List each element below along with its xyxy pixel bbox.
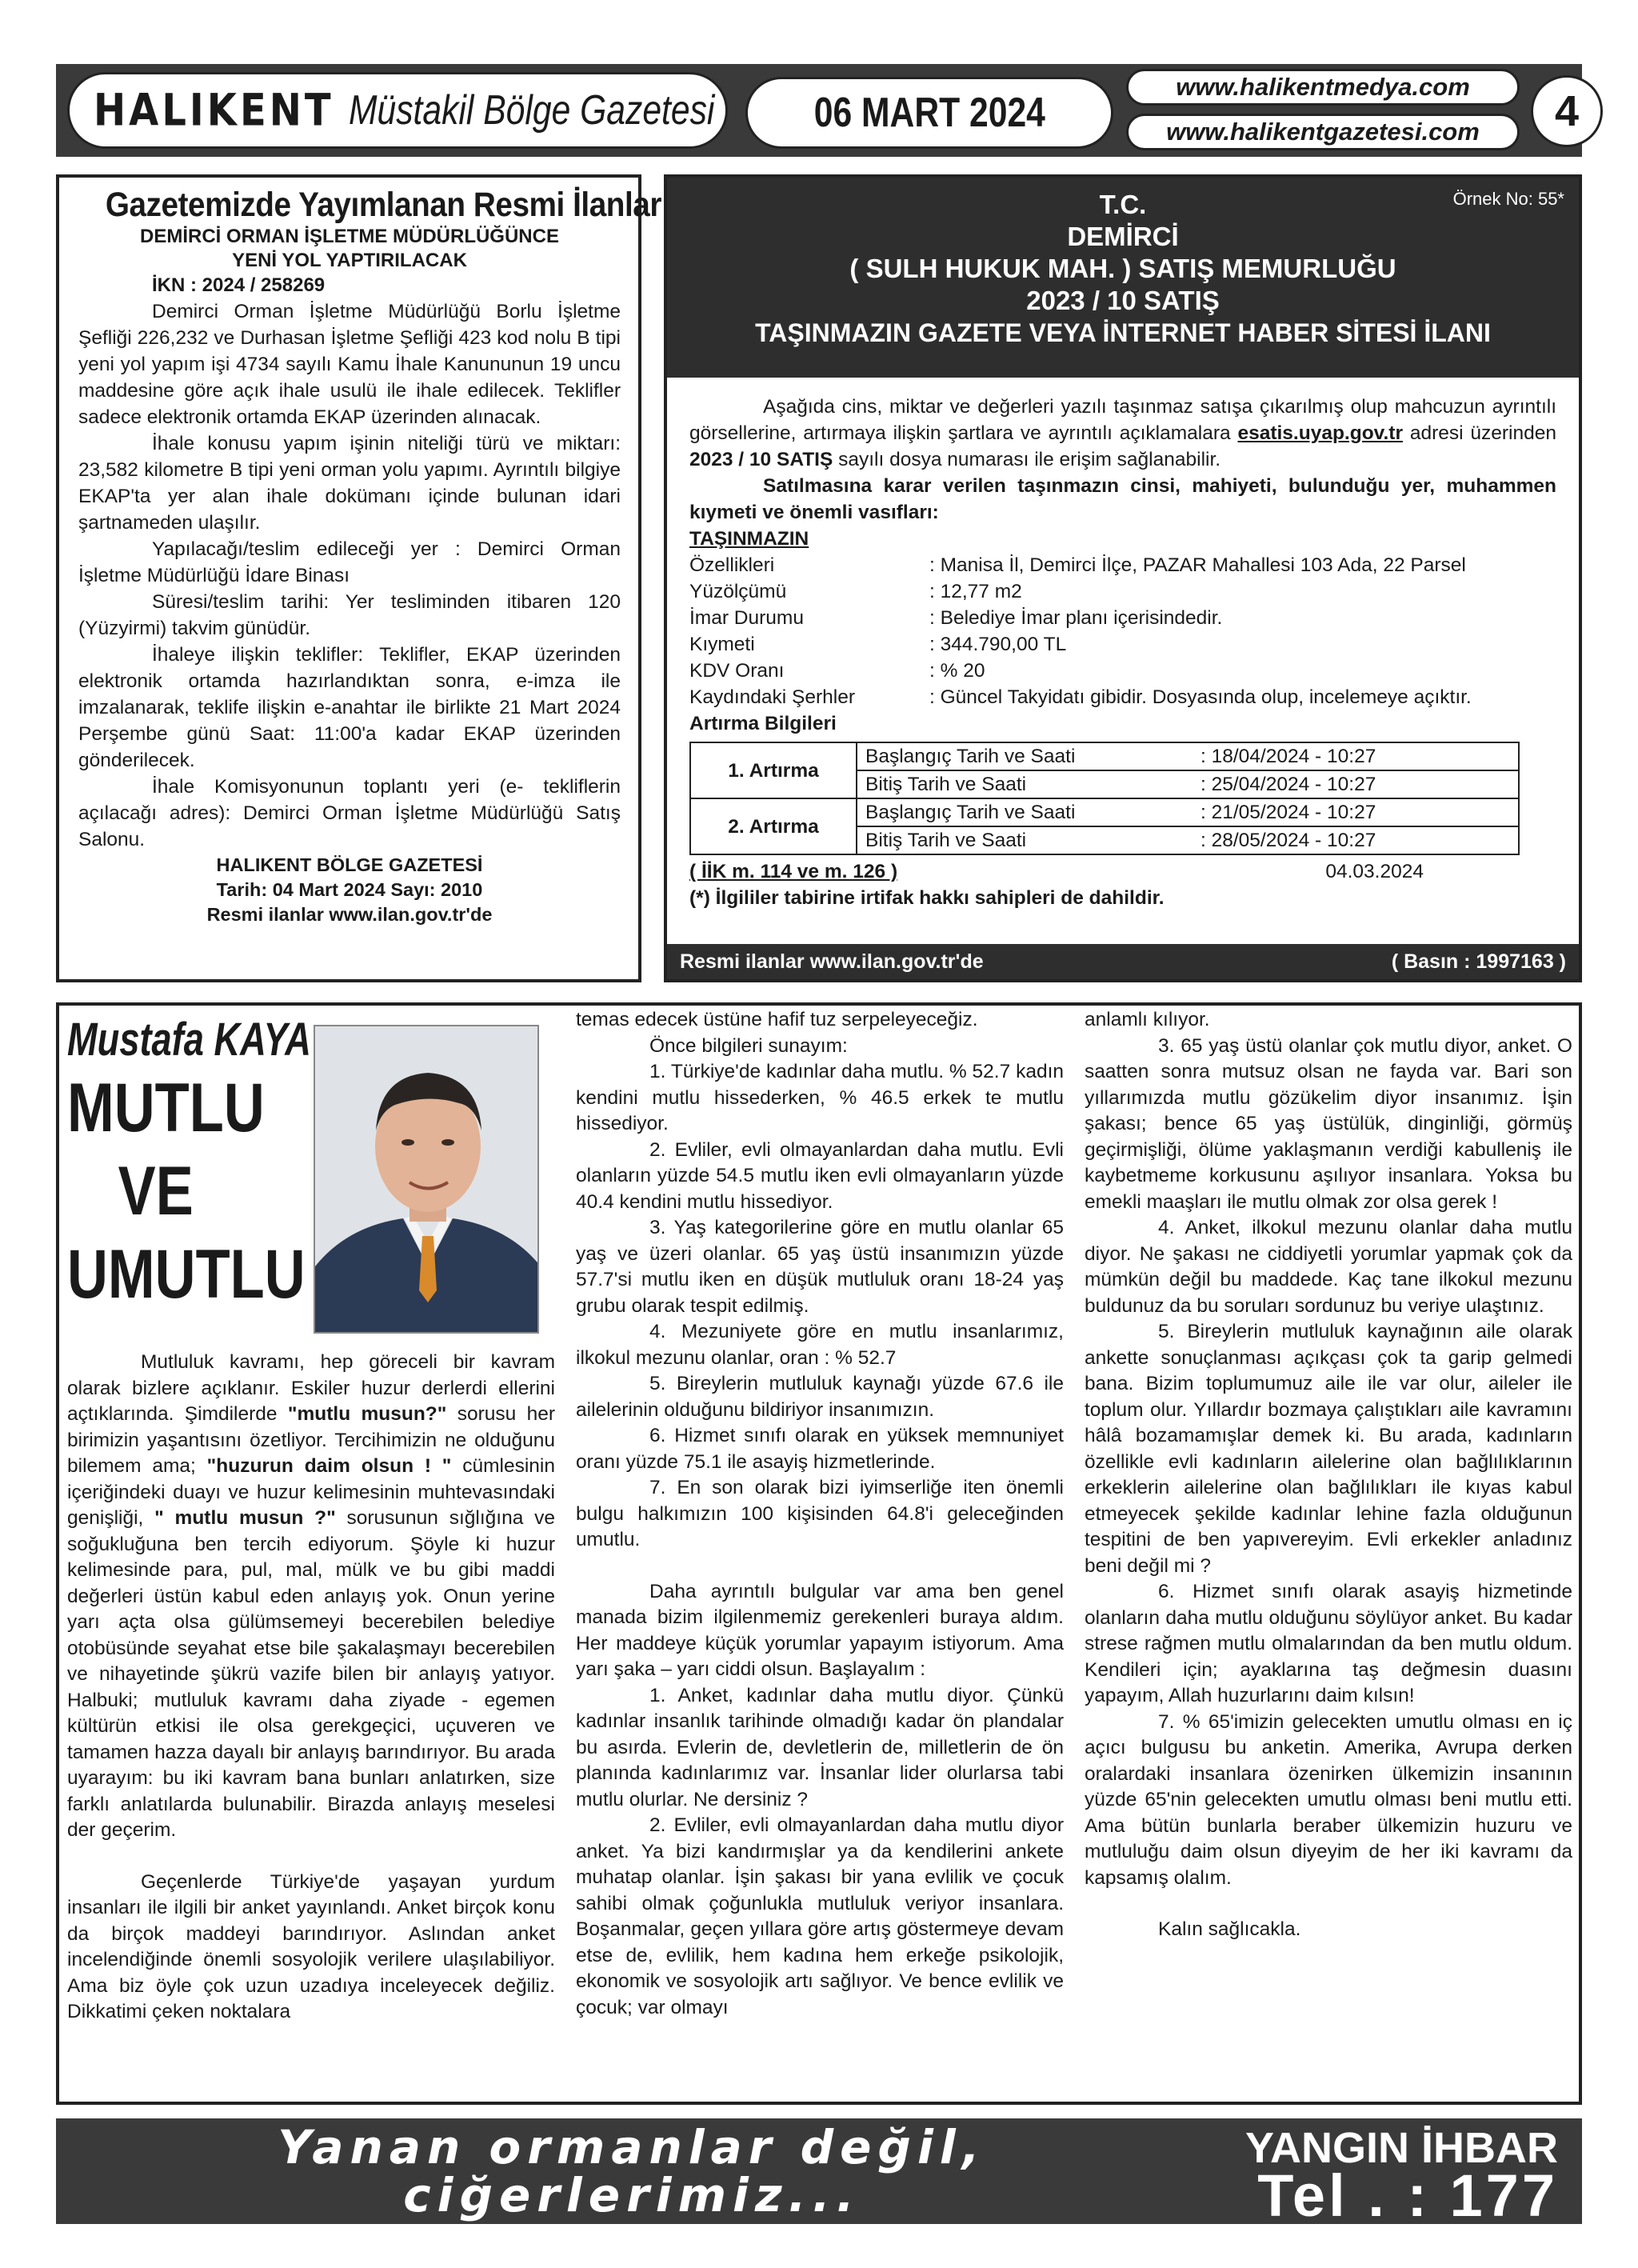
- article-paragraph: 5. Bireylerin mutluluk kaynağının aile olarak ankette sonuçlanması açıkçası çok ta garip gelmedi bana. Bizim toplumumuz aile ile var olur, aileler ile toplum olur. Yıllardır bozmaya çalıştıkları aile kavramını hâlâ bozamamışlar demek ki. Bu arada, kadınların özellikle evli kadınların ailelerine olan bağlılıklarının erkeklerin ailelerine olan bağlılıkları ile kıyas kabul etmeyecek şekilde kadınlar lehine fazla olduğunun tespitini de ben yapıvereyim. Evli erkekler anladınız beni değil mi ?: [1085, 1321, 1572, 1577]
- article-quote: " mutlu musun ?": [154, 1507, 336, 1529]
- notice-paragraph: İhale Komisyonunun toplantı yeri (e- tekliflerin açılacağı adres): Demirci Orman İşletme Müdürlüğü Satış Salonu.: [78, 776, 621, 850]
- brand-pill: [67, 72, 728, 149]
- table-row: [690, 742, 1519, 770]
- headline-line: VE: [118, 1153, 194, 1230]
- author-name: Mustafa KAYA: [67, 1014, 311, 1066]
- article-paragraph: 6. Hizmet sınıfı olarak asayiş hizmetinde olanların daha mutlu olduğunu söylüyor anket. Bu kadar strese rağmen mutlu olmalarından da ben mutlu oldum. Kendileri için; ayaklarına taş değmesin duasını yapayım, Allah huzurlarını daim kılsın!: [1085, 1581, 1572, 1706]
- sale-footer: [667, 944, 1579, 979]
- brand-name: HALIKENT: [94, 84, 334, 137]
- auction-heading: Artırma Bilgileri: [689, 713, 837, 734]
- article-paragraph: [67, 1350, 555, 1844]
- property-heading: TAŞINMAZIN: [689, 528, 809, 550]
- article-column-1: [67, 1350, 555, 2026]
- property-value: : 344.790,00 TL: [929, 634, 1067, 655]
- notice-paragraph: Süresi/teslim tarihi: Yer tesliminden itibaren 120 (Yüzyirmi) takvim günüdür.: [78, 591, 621, 639]
- article-column-2: [576, 1007, 1064, 2021]
- article-paragraph: anlamlı kılıyor.: [1085, 1009, 1210, 1030]
- article-paragraph: 1. Anket, kadınlar daha mutlu diyor. Çünkü kadınlar insanlık tarihinde olmadığı kadar ön plandalar bu asırda. Evlerin de, devletlerin de, milletlerin de ön planında kadınlarımız var. İnsanlar lider olurlarsa tabi mutlu olurlar. Ne dersiniz ?: [576, 1684, 1064, 1810]
- article-text: sorusu her birimizin yaşantısını özetliyor. Tercihimizin ne olduğunu bilemem ama;: [67, 1403, 555, 1477]
- sale-header-line: ( SULH HUKUK MAH. ) SATIŞ MEMURLUĞU: [849, 254, 1396, 283]
- fire-phone-number[interactable]: Tel . : 177: [1257, 2162, 1558, 2229]
- notice-paragraph: İhale konusu yapım işinin niteliği türü ve miktarı: 23,582 kilometre B tipi yeni orman yolu yapımı. Ayrıntılı bilgiye EKAP'ta yer alan ihale dokümanı içinde bulunan idari şartnameden ulaşılır.: [78, 433, 621, 534]
- sale-header-line: T.C.: [1099, 190, 1147, 219]
- sale-header: [667, 178, 1579, 378]
- article-column-3: [1085, 1007, 1572, 1943]
- property-key: KDV Oranı: [689, 660, 785, 682]
- sale-header-line: DEMİRCİ: [1067, 222, 1179, 251]
- property-key: Özellikleri: [689, 554, 775, 576]
- notice-footer-date: Tarih: 04 Mart 2024 Sayı: 2010: [216, 879, 483, 900]
- article-paragraph: 3. Yaş kategorilerine göre en mutlu olanlar 65 yaş ve üzeri olanlar. 65 yaş üstü insanımızın yüzde 57.7'si mutlu iken en düşük mutluluk oranı 18-24 yaş grubu olarak tespit edilmiş.: [576, 1217, 1064, 1317]
- sale-body: [667, 378, 1579, 911]
- article-paragraph: 3. 65 yaş üstü olanlar çok mutlu diyor, anket. O saatten sonra mutsuz olsan ne fayda var. Bari son yıllarımızda mutlu gözükelim diyor insanımız. İşin şakası; bence 65 yaş üstülük, dinginliği, görmüş geçirmişliği, ölüme yaklaşmanın verdiği kabulleniş ile kaybetmeme korkusunu aşılıyor insanlara. Yoksa bu emekli maaşları ile mutlu olmak zor olsa gerek !: [1085, 1034, 1572, 1213]
- fire-warning-banner: [56, 2118, 1582, 2229]
- article-headline: [67, 1066, 306, 1316]
- auction-table: [689, 742, 1520, 855]
- property-sale-notice: [664, 174, 1582, 982]
- issue-date-pill: [745, 77, 1113, 149]
- article-paragraph: 5. Bireylerin mutluluk kaynağı yüzde 67.6 ile ailelerinin olduğunu bildiriyor insanımızın.: [576, 1373, 1064, 1421]
- auction-label: 2. Artırma: [690, 798, 857, 854]
- auction-label: 1. Artırma: [690, 742, 857, 798]
- sale-header-title: TAŞINMAZIN GAZETE VEYA İNTERNET HABER SİTESİ İLANI: [755, 318, 1491, 347]
- notice-heading: Gazetemizde Yayımlanan Resmi İlanlar: [105, 186, 661, 224]
- article-paragraph: 2. Evliler, evli olmayanlardan daha mutlu diyor anket. Ya bizi kandırmışlar ya da kendilerini ankete muhatap olanlar. İşin şakası bir yana evlilik ve çocuk sahibi olmak çoğunlukla mutluluk veriyor insanlara. Boşanmalar, geçen yıllara göre artış göstermeye devam etse de, evlilik, hem kadına hem erkeğe psikolojik, ekonomik ve sosyolojik artı sağlıyor. Ve bence evlilik ve çocuk; var olmayı: [576, 1814, 1064, 2018]
- property-value: : % 20: [929, 660, 985, 682]
- article-paragraph: 7. % 65'imizin gelecekten umutlu olması en iç açıcı bulgusu bu anketin. Amerika, Avrupa derken oralardaki insanlara özenirken ülkemizin insanının yüzde 65'nin gelecekten umutlu olması beni mutlu etti. Ama bütün bunlarla beraber ülkemizin huzuru ve mutluluğu daim olsun diyeyim de her iki kavramı da kapsamış olalım.: [1085, 1710, 1572, 1889]
- author-photo: [314, 1025, 539, 1334]
- property-value: : Güncel Takyidatı gibidir. Dosyasında olup, incelemeye açıktır.: [929, 686, 1472, 708]
- auction-key: Bitiş Tarih ve Saati: [857, 826, 1193, 854]
- article-paragraph: Önce bilgileri sunayım:: [649, 1034, 848, 1057]
- auction-key: Başlangıç Tarih ve Saati: [857, 798, 1193, 826]
- article-paragraph: temas edecek üstüne hafif tuz serpeleyeceğiz.: [576, 1009, 978, 1030]
- article-quote: "mutlu musun?": [287, 1403, 447, 1425]
- headline-line: UMUTLU: [67, 1236, 306, 1313]
- notice-paragraph: Demirci Orman İşletme Müdürlüğü Borlu İşletme Şefliği 226,232 ve Durhasan İşletme Şefliği 423 kod nolu B tipi yeni yol yapım işi 4734 sayılı Kamu İhale Kanununun 19 uncu maddesine göre açık ihale usulü ile ihale edilecek. Teklifler sadece elektronik ortamda EKAP üzerinden alınacak.: [78, 301, 621, 428]
- article-paragraph: 4. Anket, ilkokul mezunu olanlar daha mutlu diyor. Ne şakası ne ciddiyetli yorumlar yapmak çok da mümkün değil bu maddede. Kaç tane ilkokul mezunu buldunuz da bu soruları sordunuz bu veriye ulaştınız.: [1085, 1217, 1572, 1317]
- article-paragraph: 6. Hizmet sınıfı olarak en yüksek memnuniyet oranı yüzde 75.1 ile asayiş hizmetlerinde.: [576, 1425, 1064, 1473]
- auction-value: : 21/05/2024 - 10:27: [1193, 798, 1519, 826]
- press-number: ( Basın : 1997163 ): [1391, 950, 1566, 973]
- article-text: sorusunun sığlığına ve soğukluğuna ben tercih ediyorum. Şöyle ki huzur kelimesinde para, pul, mal, mülk ve bu gibi maddi değerleri üstün kabul eden anlayış yok. Onun yerine yarı açta olsa gülümsemeyi becerebilen belediye otobüsünde seyahat etse bile şakalaşmayı becerebilen ve nihayetinde şükrü vazife bilen bir anlayış yatıyor. Halbuki; mutluluk kavramı daha ziyade - egemen kültürün etkisi ile olsa gerekgeçici, uçuveren ve tamamen hazza dayalı bir anlayış barındırıyor. Bu arada uyarayım: bu iki kavram bana bunları anlatırken, size farklı anlatılarda bulunabilir. Birazda anlayış meselesi der geçerim.: [67, 1507, 556, 1841]
- sale-intro: [689, 394, 1556, 473]
- notice-subject: YENİ YOL YAPTIRILACAK: [232, 250, 467, 271]
- article-paragraph: Geçenlerde Türkiye'de yaşayan yurdum insanları ile ilgili bir anket yayınlandı. Anket birçok konu da birçok maddeyi barındırıyor. Aslından anket incelendiğinde önemli sosyolojik verilere ulaşılabiliyor. Ama biz öyle çok uzun uzadıya inceleyecek değiliz. Dikkatimi çeken noktalara: [67, 1870, 555, 2022]
- sale-header-line: 2023 / 10 SATIŞ: [1026, 286, 1220, 315]
- brand-subtitle: Müstakil Bölge Gazetesi: [348, 87, 715, 134]
- sale-intro-text: sayılı dosya numarası ile erişim sağlanabilir.: [833, 449, 1221, 470]
- website-url-1[interactable]: www.halikentmedya.com: [1126, 69, 1520, 106]
- property-key: İmar Durumu: [689, 607, 804, 629]
- article-text: Mutluluk kavramı, hep göreceli bir kavram olarak bizlere açıklanır. Eskiler huzur derlerdi ellerini açtıklarında. Şimdilerde: [67, 1351, 555, 1425]
- article-text: cümlesinin içeriğindeki duayı ve huzur kelimesinin muhtevasındaki genişliği,: [67, 1455, 555, 1529]
- property-key: Kıymeti: [689, 634, 755, 655]
- legal-reference: ( İİK m. 114 ve m. 126 ): [689, 861, 898, 882]
- sale-note: (*) İlgililer tabirine irtifak hakkı sahipleri de dahildir.: [689, 887, 1165, 909]
- article-quote: "huzurun daim olsun ! ": [206, 1455, 452, 1477]
- official-notice-box: [56, 174, 661, 982]
- slogan-line: Yanan ormanlar değil,: [278, 2120, 986, 2174]
- property-value: : Belediye İmar planı içerisindedir.: [929, 607, 1223, 629]
- notice-footer-link: Resmi ilanlar www.ilan.gov.tr'de: [206, 904, 493, 925]
- column-article: [56, 1002, 1582, 2105]
- article-paragraph: 7. En son olarak bizi iyimserliğe iten önemli bulgu halkımızın 100 kişisinden 64.8'i geleceğinden umutlu.: [576, 1477, 1064, 1550]
- property-key: Yüzölçümü: [689, 581, 787, 602]
- page-number: 4: [1531, 75, 1603, 147]
- table-row: [690, 798, 1519, 826]
- website-url-2[interactable]: www.halikentgazetesi.com: [1126, 114, 1520, 150]
- headline-line: MUTLU: [67, 1070, 265, 1146]
- author-portrait-image: [315, 1026, 539, 1334]
- notice-issuer: DEMİRCİ ORMAN İŞLETME MÜDÜRLÜĞÜNCE: [140, 226, 559, 247]
- slogan-line: ciğerlerimiz...: [403, 2168, 861, 2222]
- esatis-link[interactable]: esatis.uyap.gov.tr: [1237, 422, 1403, 444]
- article-paragraph: Daha ayrıntılı bulgular var ama ben genel manada bizim ilgilenmemiz gerekenleri buraya aldım. Her maddeye küçük yorumlar yapayım istiyorum. Ama yarı şaka – yarı ciddi olsun. Başlayalım :: [576, 1580, 1064, 1680]
- issue-date: 06 MART 2024: [813, 90, 1045, 136]
- auction-key: Başlangıç Tarih ve Saati: [857, 742, 1193, 770]
- sale-intro-text: adresi üzerinden: [1402, 422, 1556, 444]
- property-value: : 12,77 m2: [929, 581, 1022, 602]
- article-paragraph: 1. Türkiye'de kadınlar daha mutlu. % 52.7 kadın kendini mutlu hissederken, % 46.5 erkek te mutlu hissediyor.: [576, 1061, 1064, 1134]
- sale-footer-link: Resmi ilanlar www.ilan.gov.tr'de: [680, 950, 984, 973]
- legal-reference-row: [689, 858, 1520, 885]
- banner-slogan: [80, 2120, 1184, 2222]
- property-value: : Manisa İl, Demirci İlçe, PAZAR Mahallesi 103 Ada, 22 Parsel: [929, 554, 1466, 576]
- property-key: Kaydındaki Şerhler: [689, 686, 856, 708]
- notice-footer-publisher: HALIKENT BÖLGE GAZETESİ: [216, 854, 483, 875]
- notice-ikn: İKN : 2024 / 258269: [152, 274, 326, 296]
- fire-report-label: YANGIN İHBAR: [1244, 2124, 1558, 2172]
- article-paragraph: 2. Evliler, evli olmayanlardan daha mutlu. Evli olanların yüzde 54.5 mutlu iken evli olmayanların yüzde 40.4 kendini mutlu hissediyor.: [576, 1138, 1064, 1213]
- notice-paragraph: Yapılacağı/teslim edileceği yer : Demirci Orman İşletme Müdürlüğü İdare Binası: [78, 538, 621, 586]
- sale-subheading: Satılmasına karar verilen taşınmazın cinsi, mahiyeti, bulunduğu yer, muhammen kıymeti ve önemli vasıfları:: [689, 475, 1556, 523]
- auction-value: : 18/04/2024 - 10:27: [1193, 742, 1519, 770]
- article-paragraph: 4. Mezuniyete göre en mutlu insanlarımız, ilkokul mezunu olanlar, oran : % 52.7: [576, 1321, 1064, 1369]
- masthead: [56, 64, 1582, 157]
- auction-value: : 28/05/2024 - 10:27: [1193, 826, 1519, 854]
- auction-value: : 25/04/2024 - 10:27: [1193, 770, 1519, 798]
- article-paragraph: Kalın sağlıcakla.: [1158, 1918, 1301, 1940]
- notice-paragraph: İhaleye ilişkin teklifler: Teklifler, EKAP üzerinden elektronik ortamda hazırlandıktan sonra, e-imza ile imzalanarak, teklife ilişkin e-anahtar ile birlikte 21 Mart 2024 Perşembe günü Saat: 11:00'a kadar EKAP üzerinden gönderilecek.: [78, 644, 621, 771]
- file-number: 2023 / 10 SATIŞ: [689, 449, 833, 470]
- sample-number: Örnek No: 55*: [1452, 189, 1564, 209]
- sale-intro-text: Aşağıda cins, miktar ve değerleri yazılı taşınmaz satışa çıkarılmış olup mahcuzun ayrıntılı görsellerine, artırmaya ilişkin şartlara ve ayrıntılı açıklamalara: [689, 396, 1556, 444]
- auction-key: Bitiş Tarih ve Saati: [857, 770, 1193, 798]
- property-details: [689, 552, 1556, 710]
- sale-date: 04.03.2024: [1325, 861, 1424, 882]
